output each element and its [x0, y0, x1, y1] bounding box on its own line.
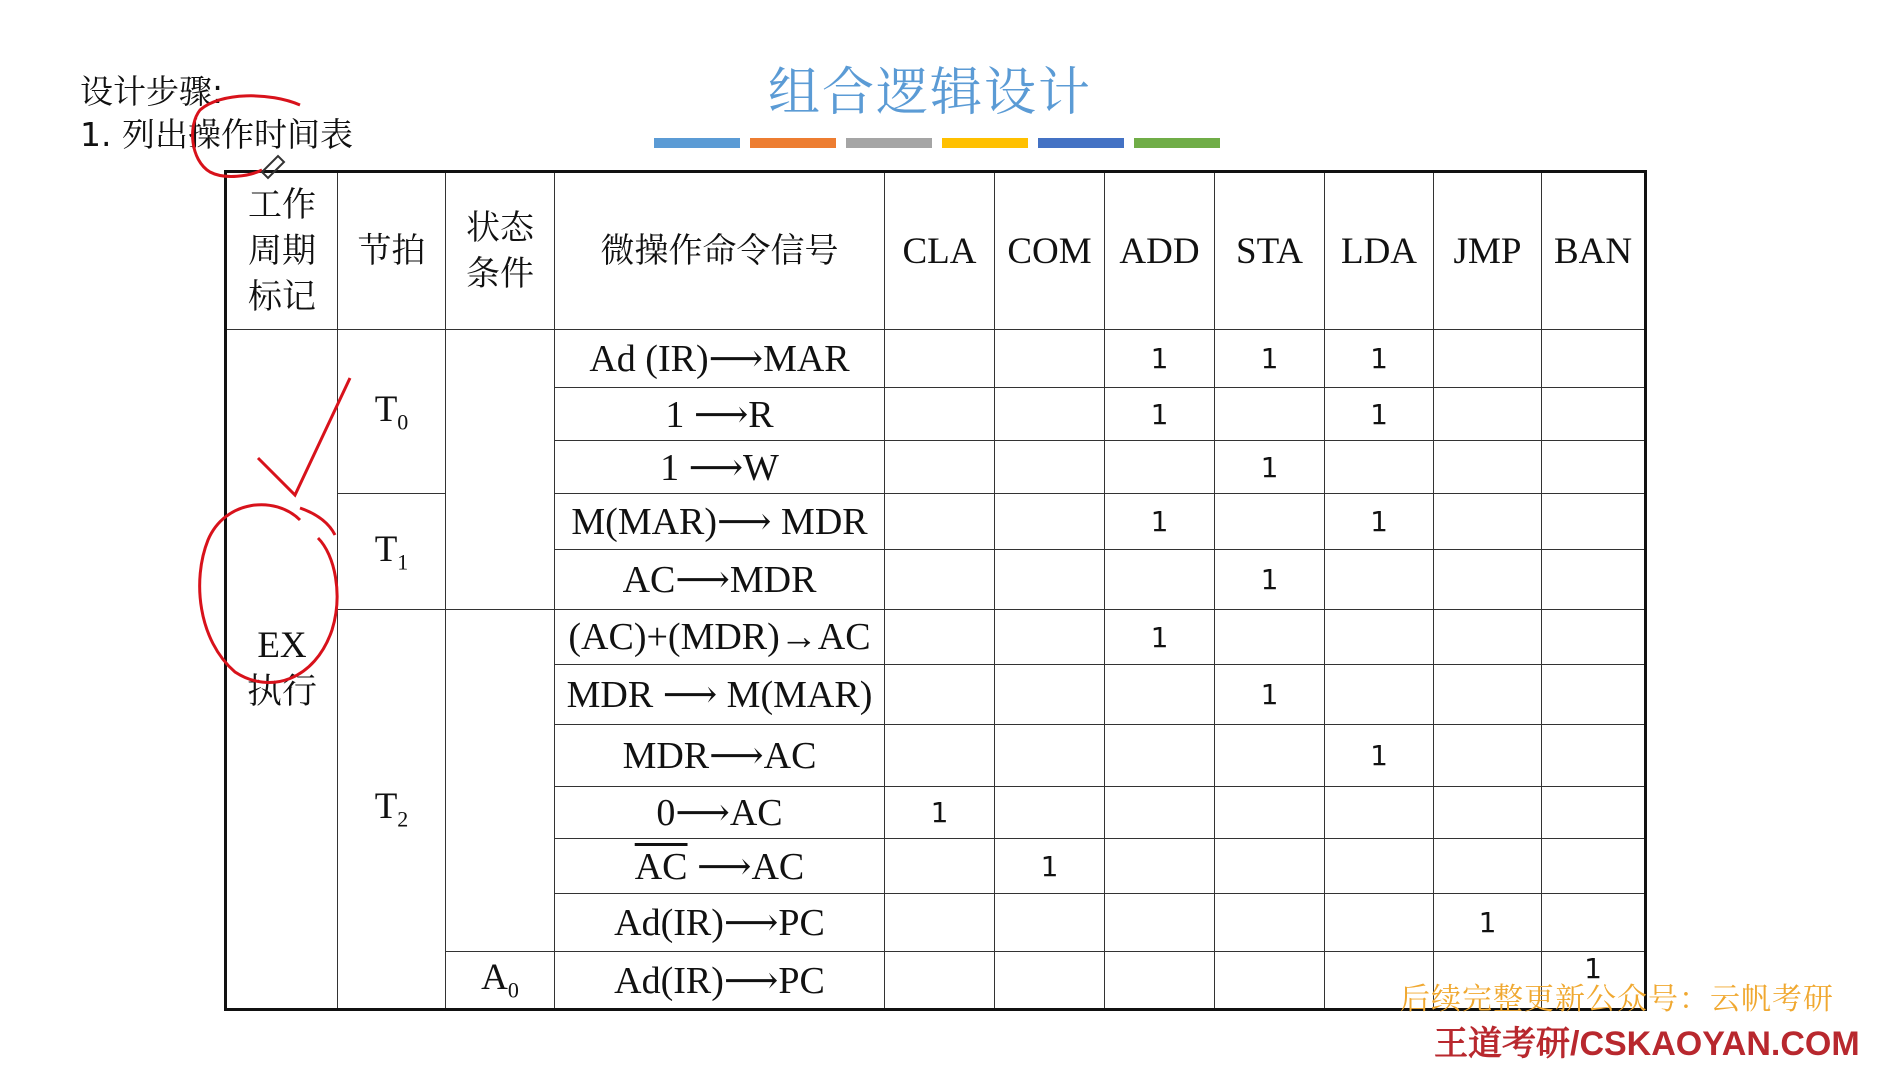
- value-cell: [1434, 610, 1542, 665]
- table-row: [226, 330, 1646, 388]
- value-cell: [1542, 494, 1646, 550]
- beat-t2: $T_2$: [338, 610, 446, 1010]
- value-cell: [995, 787, 1105, 839]
- value-cell: [1434, 665, 1542, 725]
- stripe-segment: [750, 138, 836, 148]
- value-cell: [1105, 550, 1215, 610]
- value-cell: [1215, 952, 1325, 1010]
- value-cell: [1542, 787, 1646, 839]
- micro-op-cell: (AC)+(MDR)→AC: [555, 610, 885, 665]
- header-jmp: JMP: [1434, 172, 1542, 330]
- value-cell: [995, 388, 1105, 441]
- header-micro-op: 微操作命令信号: [555, 172, 885, 330]
- header-cla: CLA: [885, 172, 995, 330]
- table-row: [226, 494, 1646, 550]
- header-lda: LDA: [1325, 172, 1434, 330]
- value-cell: [995, 665, 1105, 725]
- header-period: 工作 周期 标记: [226, 172, 338, 330]
- value-cell: [1434, 494, 1542, 550]
- step-1-label: 1. 列出操作时间表: [80, 115, 353, 154]
- micro-op-cell: MDR⟶AC: [555, 725, 885, 787]
- value-cell: [1325, 839, 1434, 894]
- stripe-segment: [1134, 138, 1220, 148]
- value-cell: [885, 388, 995, 441]
- value-cell: [1542, 550, 1646, 610]
- value-cell: 1: [1105, 388, 1215, 441]
- value-cell: [1325, 665, 1434, 725]
- micro-op-cell: [555, 839, 885, 894]
- value-cell: 1: [1105, 330, 1215, 388]
- state-empty-cell: [446, 330, 555, 610]
- value-cell: 1: [1325, 330, 1434, 388]
- value-cell: [1215, 725, 1325, 787]
- value-cell: 1: [1542, 952, 1646, 1010]
- value-cell: [1105, 952, 1215, 1010]
- value-cell: [1542, 839, 1646, 894]
- value-cell: [1105, 665, 1215, 725]
- micro-op-cell: Ad (IR)⟶MAR: [555, 330, 885, 388]
- header-com: COM: [995, 172, 1105, 330]
- page-title: 组合逻辑设计: [767, 63, 1092, 123]
- steps-text: [80, 70, 353, 156]
- value-cell: 1: [1105, 610, 1215, 665]
- value-cell: 1: [885, 787, 995, 839]
- value-cell: [995, 441, 1105, 494]
- header-add: ADD: [1105, 172, 1215, 330]
- value-cell: [1434, 330, 1542, 388]
- value-cell: [995, 330, 1105, 388]
- value-cell: [1542, 610, 1646, 665]
- state-a0: $A_0$: [446, 952, 555, 1010]
- value-cell: [1542, 665, 1646, 725]
- beat-t1: $T_1$: [338, 494, 446, 610]
- value-cell: 1: [1325, 494, 1434, 550]
- table-row: [226, 610, 1646, 665]
- value-cell: [995, 725, 1105, 787]
- value-cell: [995, 952, 1105, 1010]
- value-cell: [885, 725, 995, 787]
- value-cell: [1434, 441, 1542, 494]
- value-cell: 1: [1215, 330, 1325, 388]
- value-cell: [995, 550, 1105, 610]
- value-cell: 1: [1215, 441, 1325, 494]
- value-cell: [1105, 839, 1215, 894]
- header-ban: BAN: [1542, 172, 1646, 330]
- value-cell: [885, 610, 995, 665]
- value-cell: [1215, 787, 1325, 839]
- watermark-line-2: 王道考研/CSKAOYAN.COM: [1434, 1025, 1860, 1063]
- value-cell: 1: [1434, 894, 1542, 952]
- value-cell: [1105, 725, 1215, 787]
- value-cell: [885, 839, 995, 894]
- value-cell: 1: [1215, 665, 1325, 725]
- state-empty-cell: [446, 610, 555, 952]
- value-cell: [1542, 441, 1646, 494]
- value-cell: [1105, 441, 1215, 494]
- value-cell: [885, 952, 995, 1010]
- watermark-line-1: 后续完整更新公众号：云帆考研: [1400, 982, 1834, 1017]
- value-cell: [885, 894, 995, 952]
- header-sta: STA: [1215, 172, 1325, 330]
- micro-op-cell: M(MAR)⟶ MDR: [555, 494, 885, 550]
- value-cell: [1434, 787, 1542, 839]
- micro-op-cell: Ad(IR)⟶PC: [555, 952, 885, 1010]
- value-cell: [1215, 494, 1325, 550]
- value-cell: [1215, 610, 1325, 665]
- value-cell: [1434, 550, 1542, 610]
- value-cell: [1325, 787, 1434, 839]
- value-cell: [1105, 894, 1215, 952]
- stripe-segment: [942, 138, 1028, 148]
- micro-op-cell: MDR ⟶ M(MAR): [555, 665, 885, 725]
- value-cell: [995, 494, 1105, 550]
- table-body: [226, 330, 1646, 1010]
- micro-op-cell: 1 ⟶W: [555, 441, 885, 494]
- value-cell: [1434, 839, 1542, 894]
- value-cell: [1325, 550, 1434, 610]
- micro-op-cell: Ad(IR)⟶PC: [555, 894, 885, 952]
- stripe-segment: [1038, 138, 1124, 148]
- value-cell: [885, 441, 995, 494]
- value-cell: [1325, 441, 1434, 494]
- value-cell: 1: [1325, 388, 1434, 441]
- value-cell: [995, 894, 1105, 952]
- value-cell: [1542, 725, 1646, 787]
- value-cell: [1215, 839, 1325, 894]
- value-cell: [1325, 894, 1434, 952]
- value-cell: [1434, 725, 1542, 787]
- header-state: 状态 条件: [446, 172, 555, 330]
- header-beat: 节拍: [338, 172, 446, 330]
- header-row: [226, 172, 1646, 330]
- value-cell: [1542, 894, 1646, 952]
- beat-t0: $T_0$: [338, 330, 446, 494]
- value-cell: [1542, 330, 1646, 388]
- value-cell: 1: [1325, 725, 1434, 787]
- value-cell: [1542, 388, 1646, 441]
- steps-label: 设计步骤:: [80, 72, 224, 111]
- value-cell: [995, 610, 1105, 665]
- value-cell: [885, 330, 995, 388]
- value-cell: 1: [1105, 494, 1215, 550]
- value-cell: [1325, 610, 1434, 665]
- negated-ac: $\overline{AC}$: [634, 845, 688, 888]
- title-color-stripe: [654, 138, 1220, 148]
- stripe-segment: [846, 138, 932, 148]
- value-cell: [885, 494, 995, 550]
- value-cell: [1215, 894, 1325, 952]
- op-suffix: ⟶AC: [687, 845, 805, 888]
- period-ex-cell: EX 执行: [226, 330, 338, 1010]
- operation-time-table: [224, 170, 1647, 1011]
- value-cell: [885, 665, 995, 725]
- value-cell: [1434, 388, 1542, 441]
- micro-op-cell: AC⟶MDR: [555, 550, 885, 610]
- micro-op-cell: 1 ⟶R: [555, 388, 885, 441]
- value-cell: [885, 550, 995, 610]
- value-cell: 1: [995, 839, 1105, 894]
- value-cell: [1215, 388, 1325, 441]
- micro-op-cell: 0⟶AC: [555, 787, 885, 839]
- value-cell: 1: [1215, 550, 1325, 610]
- value-cell: [1105, 787, 1215, 839]
- stripe-segment: [654, 138, 740, 148]
